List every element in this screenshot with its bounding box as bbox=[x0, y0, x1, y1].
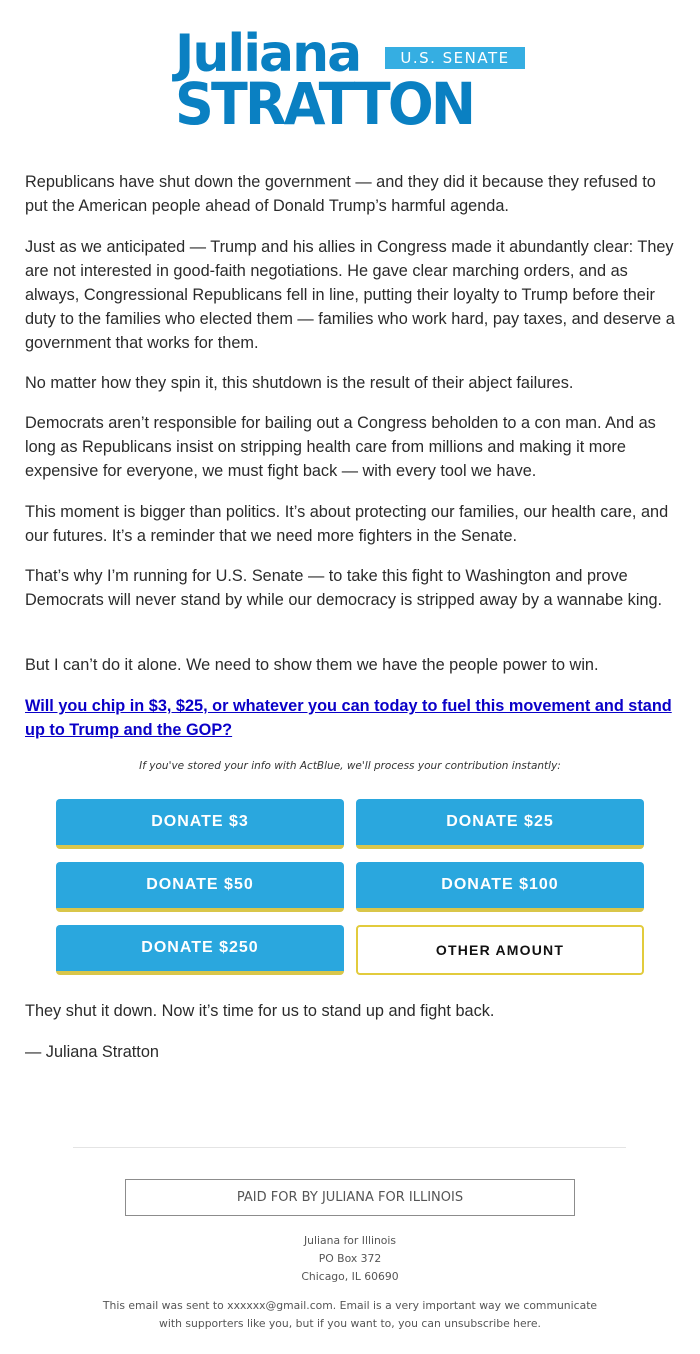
other-amount-button[interactable]: OTHER AMOUNT bbox=[356, 925, 644, 975]
paragraph-5: This moment is bigger than politics. It’s about protecting our families, our health care, and our futures. It’s a reminder that we need more fighters in the Senate. bbox=[25, 503, 669, 545]
paragraph-1: Republicans have shut down the government — and they did it because they refused to put the American people ahead of Donald Trump’s harmful agenda. bbox=[25, 173, 656, 215]
address-line-org: Juliana for Illinois bbox=[303, 1234, 397, 1247]
address-line-box: PO Box 372 bbox=[318, 1252, 382, 1265]
signature: — Juliana Stratton bbox=[25, 1043, 159, 1061]
paragraph-6: That’s why I’m running for U.S. Senate — to take this fight to Washington and prove Democrats will never stand by while our democracy is stripped away by a wannabe king. bbox=[25, 567, 663, 609]
logo-first-name: Juliana bbox=[175, 24, 361, 84]
logo-senate-badge: U.S. SENATE bbox=[385, 47, 525, 69]
address-line-city: Chicago, IL 60690 bbox=[301, 1270, 399, 1283]
donate-25-button[interactable]: DONATE $25 bbox=[356, 799, 644, 849]
paragraph-3: No matter how they spin it, this shutdown is the result of their abject failures. bbox=[25, 374, 574, 392]
paid-for-disclaimer: PAID FOR BY JULIANA FOR ILLINOIS bbox=[125, 1179, 575, 1216]
campaign-logo bbox=[175, 24, 527, 138]
donate-3-button[interactable]: DONATE $3 bbox=[56, 799, 344, 849]
paragraph-7: But I can’t do it alone. We need to show them we have the people power to win. bbox=[25, 656, 599, 674]
footer-divider bbox=[73, 1147, 626, 1148]
donate-250-button[interactable]: DONATE $250 bbox=[56, 925, 344, 975]
logo-last-name: STRATTON bbox=[175, 70, 474, 138]
donate-cta-link[interactable]: Will you chip in $3, $25, or whatever you can today to fuel this movement and stand up to Trump and the GOP? bbox=[25, 697, 672, 739]
paragraph-4: Democrats aren’t responsible for bailing out a Congress beholden to a con man. And as long as Republicans insist on stripping health care from millions and making it more expensive for everyone, we must fight back — with every tool we have. bbox=[25, 414, 656, 480]
email-footer-note: This email was sent to xxxxxx@gmail.com. Email is a very important way we communicate with supporters like you, but if you want to, you can unsubscribe here. bbox=[102, 1299, 598, 1330]
donate-50-button[interactable]: DONATE $50 bbox=[56, 862, 344, 912]
closing-line: They shut it down. Now it’s time for us to stand up and fight back. bbox=[25, 1002, 495, 1020]
donate-100-button[interactable]: DONATE $100 bbox=[356, 862, 644, 912]
mailing-address bbox=[0, 1232, 700, 1286]
paragraph-2: Just as we anticipated — Trump and his allies in Congress made it abundantly clear: They are not interested in good-faith negotiations. He gave clear marching orders, and as always, Congressional Republicans fell in line, putting their loyalty to Trump before their duty to the families who elected them — families who work hard, pay taxes, and deserve a government that works for them. bbox=[25, 238, 675, 352]
actblue-note: If you've stored your info with ActBlue, we'll process your contribution instantly: bbox=[139, 760, 561, 772]
